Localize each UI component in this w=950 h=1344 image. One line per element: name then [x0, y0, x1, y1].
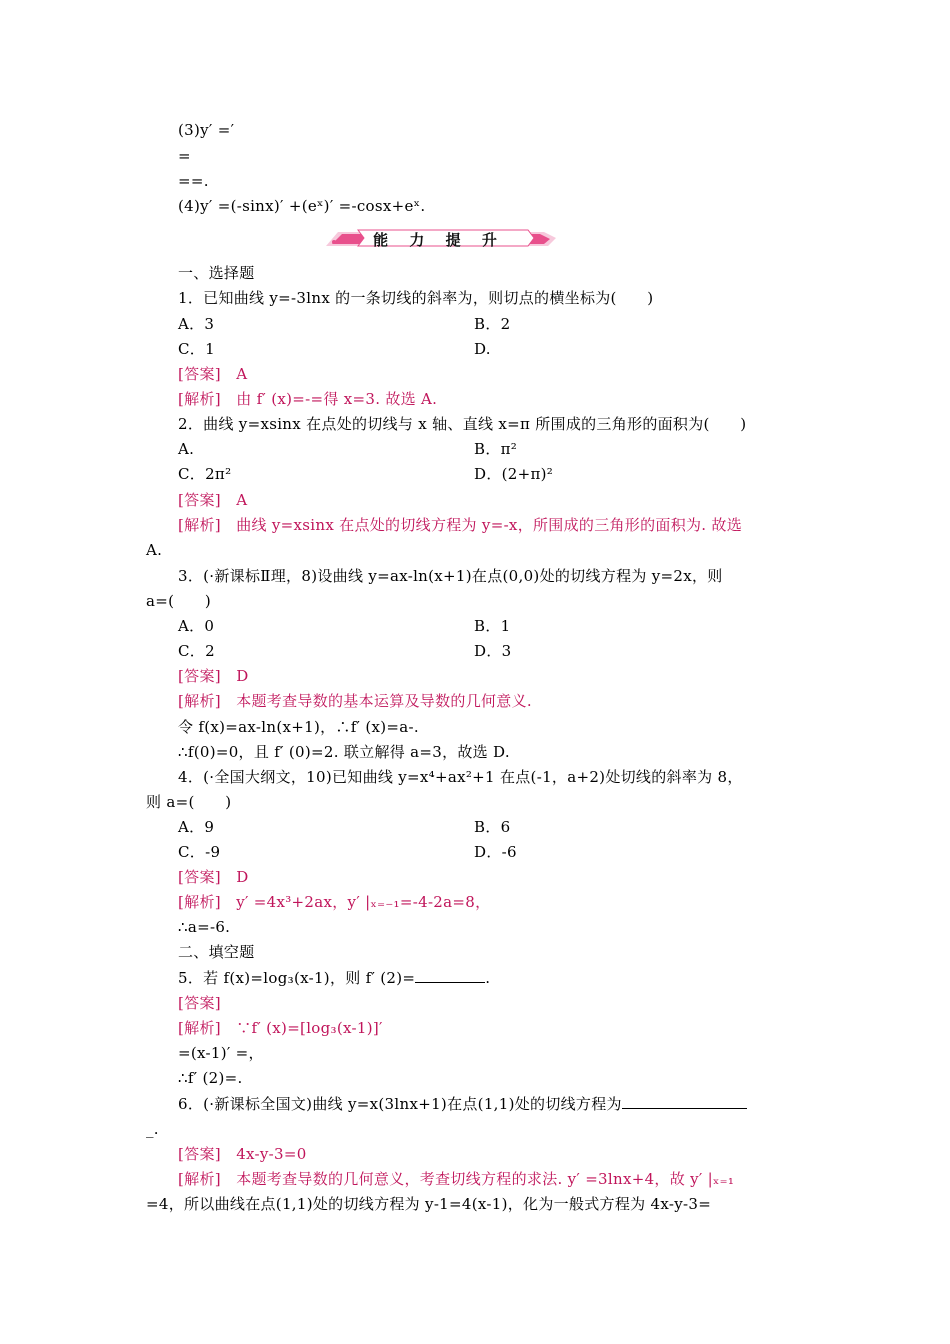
text-line: (3)y′ =′	[178, 121, 235, 139]
option-b: B．6	[474, 818, 511, 836]
text-line: ∴a=-6.	[178, 918, 231, 936]
question-6-text: 6．(·新课标全国文)曲线 y=x(3lnx+1)在点(1,1)处的切线方程为	[178, 1095, 622, 1113]
option-b: B．1	[474, 617, 511, 635]
question-1: 1．已知曲线 y=-3lnx 的一条切线的斜率为，则切点的横坐标为( )	[178, 289, 654, 307]
text-line: ∴f(0)=0，且 f′ (0)=2. 联立解得 a=3，故选 D.	[178, 743, 510, 761]
answer-line: [答案] 4x-y-3=0	[178, 1145, 307, 1163]
text-line: _.	[146, 1120, 159, 1138]
text-line: ==.	[178, 172, 209, 190]
text-line: 令 f(x)=ax-ln(x+1)，∴f′ (x)=a-.	[178, 718, 419, 736]
section-heading: 二、填空题	[178, 943, 255, 961]
analysis-line: [解析] 本题考查导数的几何意义，考查切线方程的求法. y′ =3lnx+4，故 y′ |ₓ₌₁	[178, 1170, 735, 1188]
analysis-line: [解析] y′ =4x³+2ax，y′ |ₓ₌₋₁=-4-2a=8，	[178, 893, 491, 911]
option-d: D.	[474, 340, 491, 358]
banner-title: 能 力 提 升	[373, 231, 505, 249]
option-c: C．2	[178, 642, 215, 660]
analysis-line: [解析] ∵f′ (x)=[log₃(x-1)]′	[178, 1019, 383, 1037]
text-line: =	[178, 147, 191, 165]
analysis-line: [解析] 曲线 y=xsinx 在点处的切线方程为 y=-x，所围成的三角形的面积为. 故选	[178, 516, 743, 534]
option-b: B．2	[474, 315, 511, 333]
option-d: D．3	[474, 642, 512, 660]
answer-line: [答案]	[178, 994, 221, 1012]
analysis-line: [解析] 由 f′ (x)=-=得 x=3. 故选 A.	[178, 390, 438, 408]
question-6	[178, 1094, 747, 1114]
option-d: D．-6	[474, 843, 517, 861]
answer-line: [答案] A	[178, 491, 248, 509]
option-d: D．(2+π)²	[474, 465, 554, 483]
text-line: =4，所以曲线在点(1,1)处的切线方程为 y-1=4(x-1)，化为一般式方程为 4x-y-3=	[146, 1195, 712, 1213]
option-b: B．π²	[474, 440, 518, 458]
text-line: 则 a=( )	[146, 793, 232, 811]
option-a: A.	[178, 440, 195, 458]
option-c: C．2π²	[178, 465, 232, 483]
blank-tail: .	[485, 969, 491, 987]
section-heading: 一、选择题	[178, 264, 255, 282]
answer-line: [答案] D	[178, 868, 249, 886]
option-a: A．0	[178, 617, 215, 635]
question-2: 2．曲线 y=xsinx 在点处的切线与 x 轴、直线 x=π 所围成的三角形的面积为( )	[178, 415, 747, 433]
question-5-text: 5．若 f(x)=log₃(x-1)，则 f′ (2)=	[178, 969, 416, 987]
option-a: A．9	[178, 818, 215, 836]
answer-blank	[415, 968, 485, 983]
answer-blank	[622, 1094, 747, 1109]
question-4: 4．(·全国大纲文，10)已知曲线 y=x⁴+ax²+1 在点(-1，a+2)处切线的斜率为 8，	[178, 768, 743, 786]
answer-line: [答案] D	[178, 667, 249, 685]
text-line: a=( )	[146, 592, 212, 610]
section-banner	[318, 226, 560, 252]
text-line: A.	[146, 541, 163, 559]
text-line: (4)y′ =(-sinx)′ +(eˣ)′ =-cosx+eˣ.	[178, 197, 426, 215]
option-a: A．3	[178, 315, 215, 333]
analysis-line: [解析] 本题考查导数的基本运算及导数的几何意义.	[178, 692, 532, 710]
option-c: C．-9	[178, 843, 221, 861]
text-line: ∴f′ (2)=.	[178, 1069, 243, 1087]
option-c: C．1	[178, 340, 215, 358]
question-3: 3．(·新课标Ⅱ理，8)设曲线 y=ax-ln(x+1)在点(0,0)处的切线方程为 y=2x，则	[178, 567, 723, 585]
text-line: =(x-1)′ =，	[178, 1044, 264, 1062]
answer-line: [答案] A	[178, 365, 248, 383]
question-5	[178, 968, 490, 988]
